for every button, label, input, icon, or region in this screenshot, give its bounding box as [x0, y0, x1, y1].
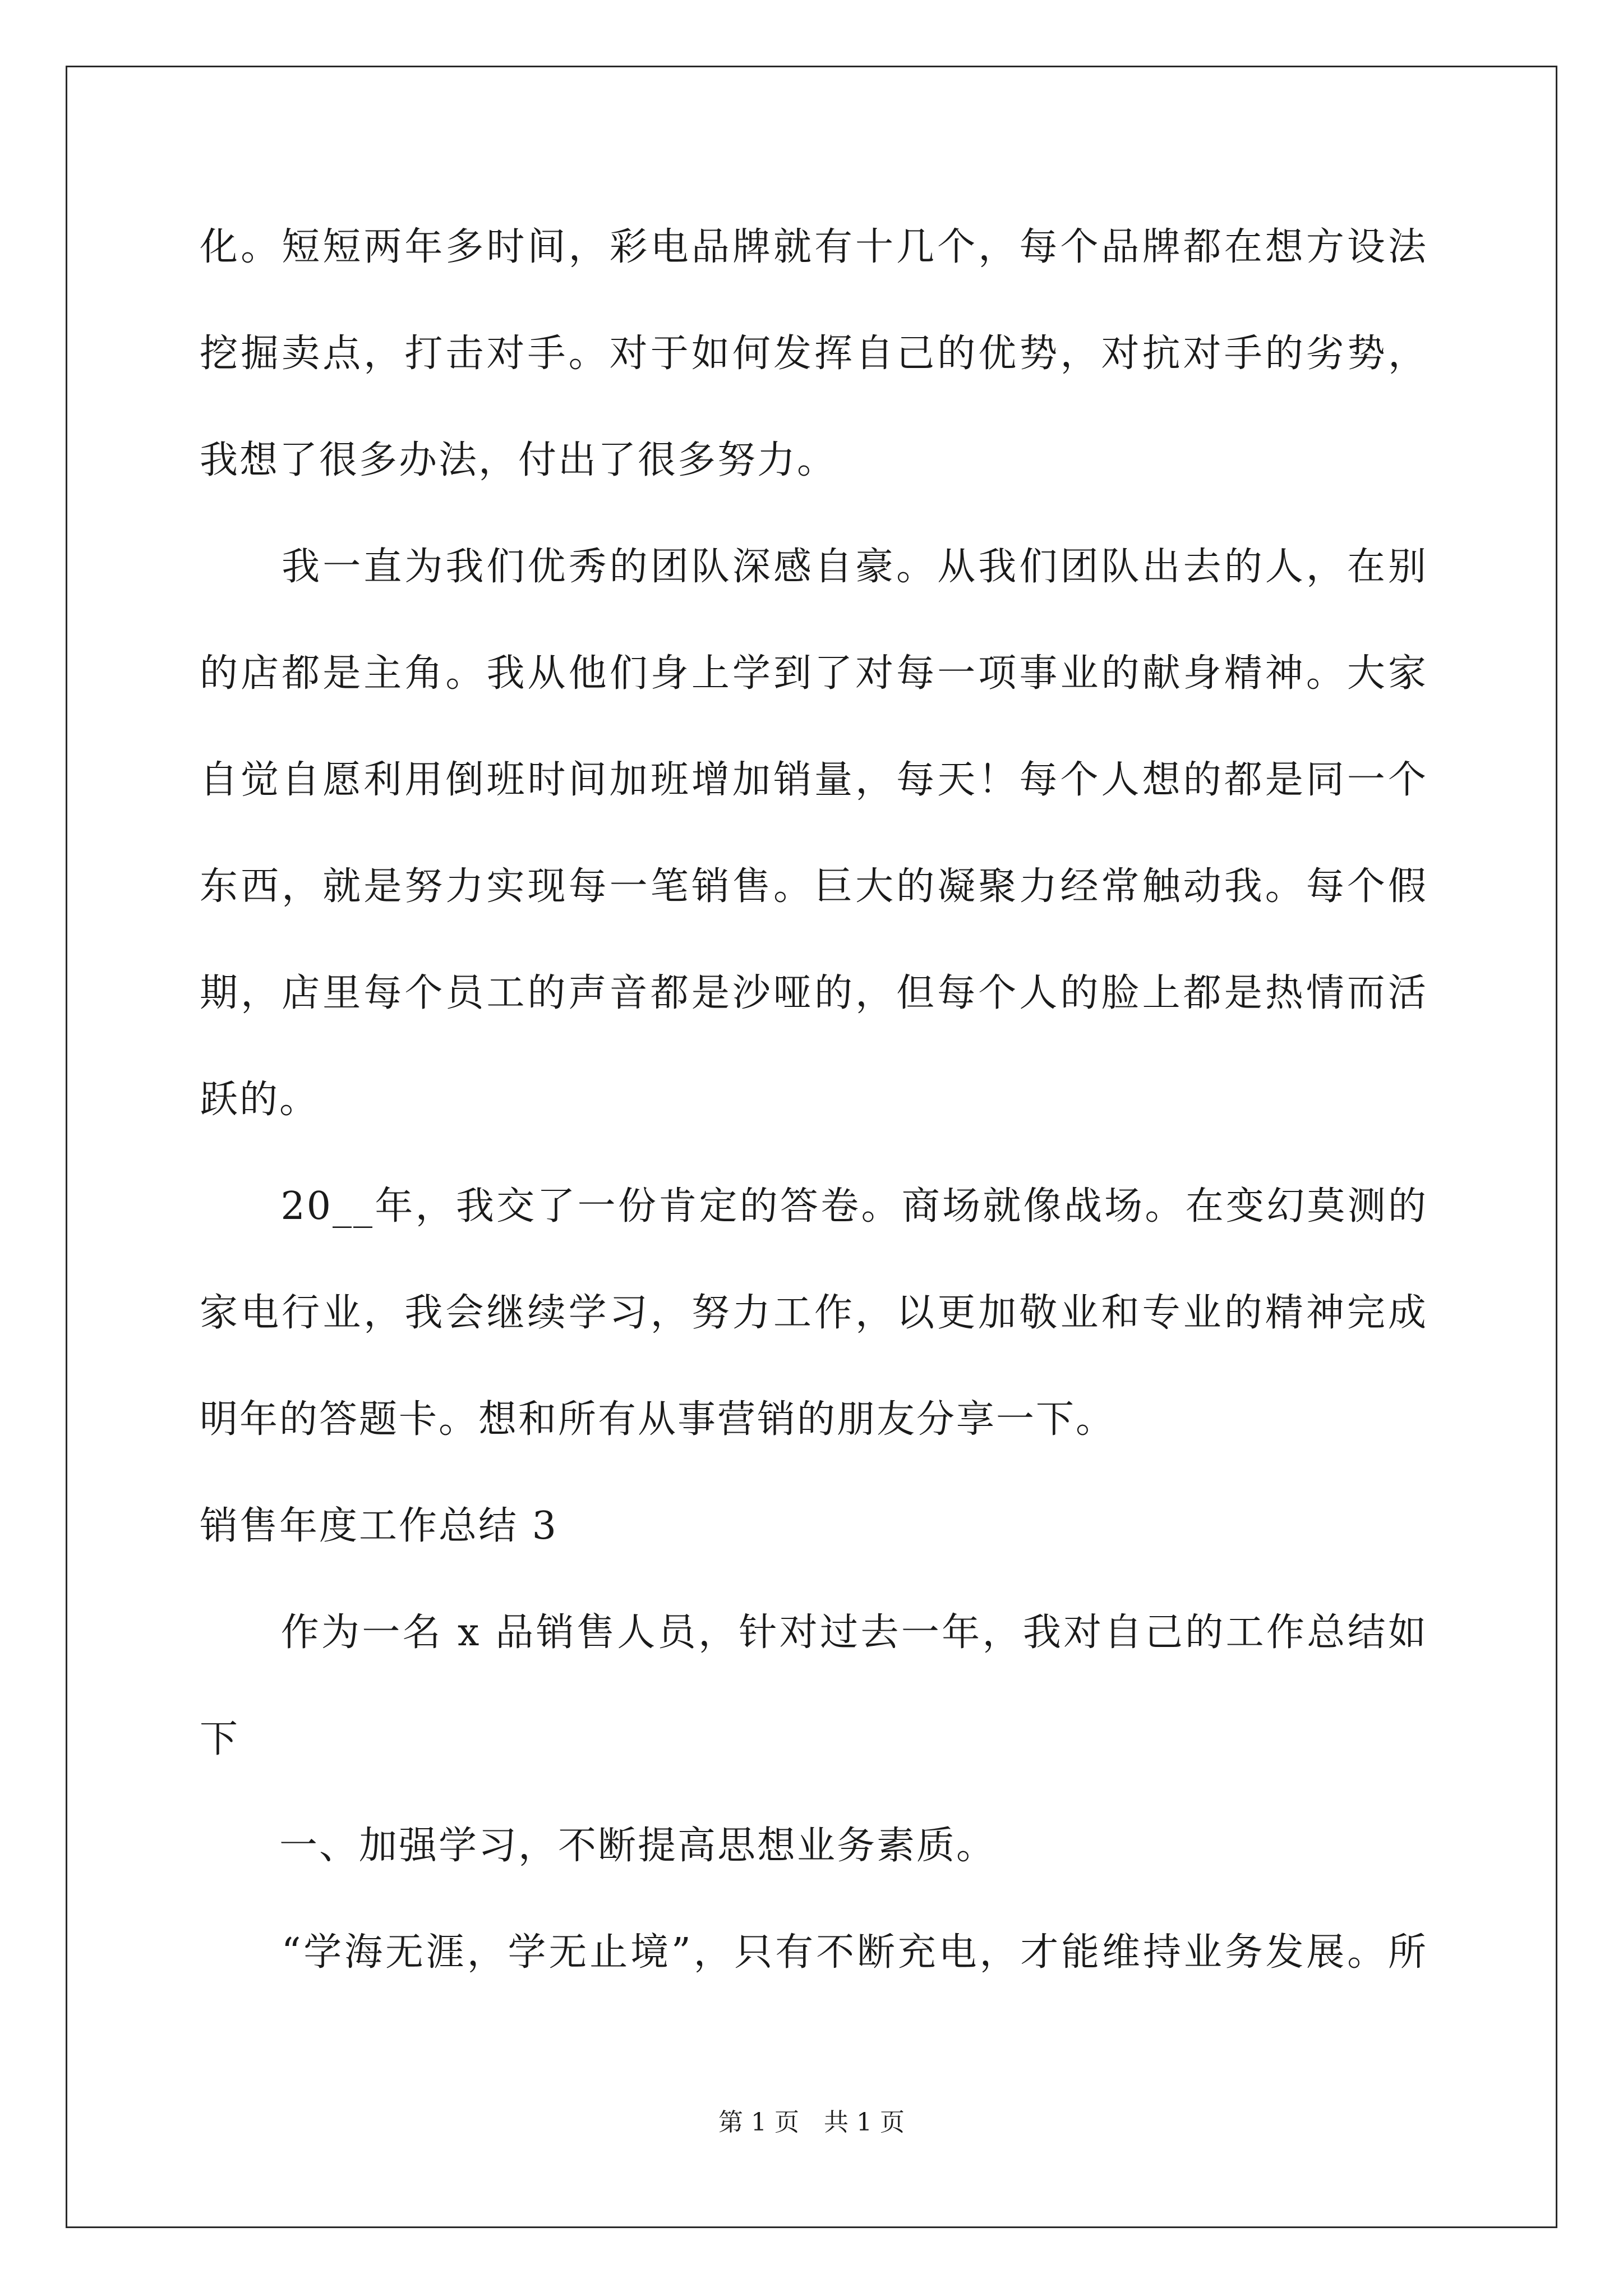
paragraph-line: 东西，就是努力实现每一笔销售。巨大的凝聚力经常触动我。每个假: [200, 864, 1428, 909]
page-border: [66, 66, 1557, 2228]
paragraph-line: 作为一名 x 品销售人员，针对过去一年，我对自己的工作总结如: [200, 1611, 1428, 1655]
paragraph-line: 家电行业，我会继续学习，努力工作，以更加敬业和专业的精神完成: [200, 1291, 1428, 1335]
paragraph-line: 20__年，我交了一份肯定的答卷。商场就像战场。在变幻莫测的: [200, 1184, 1428, 1228]
paragraph-line: 下: [200, 1717, 240, 1761]
paragraph-line: 的店都是主角。我从他们身上学到了对每一项事业的献身精神。大家: [200, 651, 1428, 696]
paragraph-line: 化。短短两年多时间，彩电品牌就有十几个，每个品牌都在想方设法: [200, 225, 1428, 269]
paragraph-line: 一、加强学习，不断提高思想业务素质。: [200, 1824, 997, 1868]
paragraph-line: 自觉自愿利用倒班时间加班增加销量，每天！每个人想的都是同一个: [200, 758, 1428, 802]
paragraph-line: 跃的。: [200, 1078, 320, 1122]
paragraph-line: “学海无涯，学无止境”，只有不断充电，才能维持业务发展。所: [200, 1930, 1428, 1975]
paragraph-line: 我一直为我们优秀的团队深感自豪。从我们团队出去的人，在别: [200, 545, 1428, 589]
paragraph-line: 明年的答题卡。想和所有从事营销的朋友分享一下。: [200, 1397, 1116, 1442]
paragraph-line: 我想了很多办法，付出了很多努力。: [200, 438, 837, 482]
paragraph-line: 挖掘卖点，打击对手。对于如何发挥自己的优势，对抗对手的劣势，: [200, 332, 1428, 376]
paragraph-line: 期，店里每个员工的声音都是沙哑的，但每个人的脸上都是热情而活: [200, 971, 1428, 1015]
section-heading: 销售年度工作总结 3: [200, 1504, 558, 1548]
page-footer: 第 1 页 共 1 页: [718, 2108, 905, 2137]
